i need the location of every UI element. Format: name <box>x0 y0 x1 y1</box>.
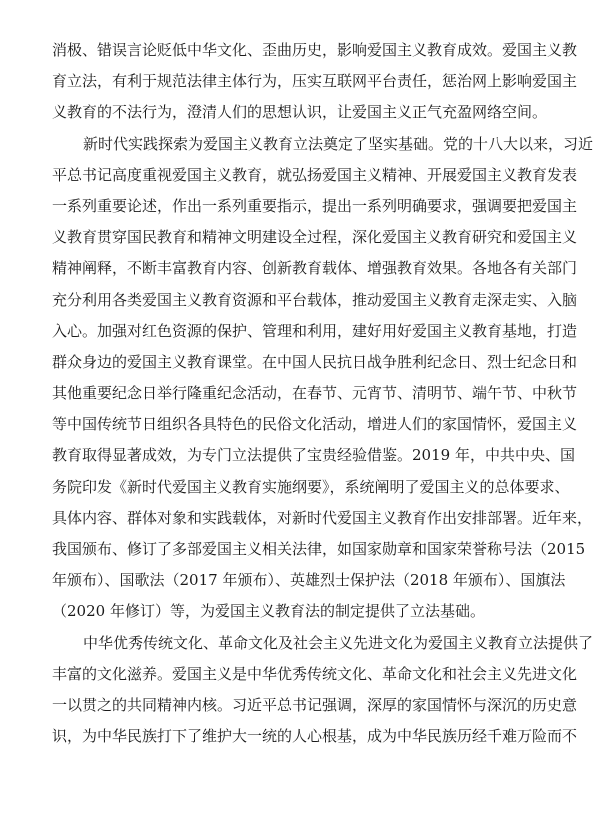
text-line: 我国颁布、修订了多部爱国主义相关法律，如国家勋章和国家荣誉称号法（2015 <box>52 540 586 558</box>
paragraph-2 <box>52 129 593 628</box>
text-line: 识，为中华民族打下了维护大一统的人心根基，成为中华民族历经千难万险而不 <box>52 727 578 746</box>
text-line: 具体内容、群体对象和实践载体，对新时代爱国主义教育作出安排部署。近年来， <box>52 508 593 527</box>
text-line: 群众身边的爱国主义教育课堂。在中国人民抗日战争胜利纪念日、烈士纪念日和 <box>52 352 578 371</box>
text-line: 丰富的文化滋养。爱国主义是中华优秀传统文化、革命文化和社会主义先进文化 <box>52 664 578 683</box>
paragraph-3 <box>52 628 593 753</box>
text-line: 消极、错误言论贬低中华文化、歪曲历史，影响爱国主义教育成效。爱国主义教 <box>52 41 578 59</box>
text-line: 其他重要纪念日举行隆重纪念活动，在春节、元宵节、清明节、端午节、中秋节 <box>52 384 578 403</box>
text-line: 入心。加强对红色资源的保护、管理和利用，建好用好爱国主义教育基地，打造 <box>52 321 578 340</box>
text-line: 一系列重要论述，作出一系列重要指示，提出一系列明确要求，强调要把爱国主 <box>52 196 578 215</box>
text-line: 一以贯之的共同精神内核。习近平总书记强调，深厚的家国情怀与深沉的历史意 <box>52 695 578 714</box>
text-line: 精神阐释，不断丰富教育内容、创新教育载体、增强教育效果。各地各有关部门 <box>52 259 578 278</box>
text-line: 中华优秀传统文化、革命文化及社会主义先进文化为爱国主义教育立法提供了 <box>83 633 593 652</box>
text-line: 年颁布）、国歌法（2017 年颁布）、英雄烈士保护法（2018 年颁布）、国旗法 <box>52 571 566 590</box>
text-line: 充分利用各类爱国主义教育资源和平台载体，推动爱国主义教育走深走实、入脑 <box>52 290 578 309</box>
text-line: 教育取得显著成效，为专门立法提供了宝贵经验借鉴。2019 年，中共中央、国 <box>52 446 575 465</box>
text-line: 育立法，有利于规范法律主体行为，压实互联网平台责任，惩治网上影响爱国主 <box>52 72 578 91</box>
text-line: 新时代实践探索为爱国主义教育立法奠定了坚实基础。党的十八大以来，习近 <box>83 134 593 153</box>
text-line: 务院印发《新时代爱国主义教育实施纲要》，系统阐明了爱国主义的总体要求、 <box>52 477 570 496</box>
document-body <box>52 35 593 752</box>
paragraph-1 <box>52 35 578 129</box>
text-line: 等中国传统节日组织各具特色的民俗文化活动，增进人们的家国情怀，爱国主义 <box>52 415 578 434</box>
text-line: （2020 年修订）等，为爱国主义教育法的制定提供了立法基础。 <box>52 602 485 621</box>
text-line: 义教育的不法行为，澄清人们的思想认识，让爱国主义正气充盈网络空间。 <box>52 103 548 122</box>
text-line: 义教育贯穿国民教育和精神文明建设全过程，深化爱国主义教育研究和爱国主义 <box>52 228 578 247</box>
text-line: 平总书记高度重视爱国主义教育，就弘扬爱国主义精神、开展爱国主义教育发表 <box>52 165 578 184</box>
